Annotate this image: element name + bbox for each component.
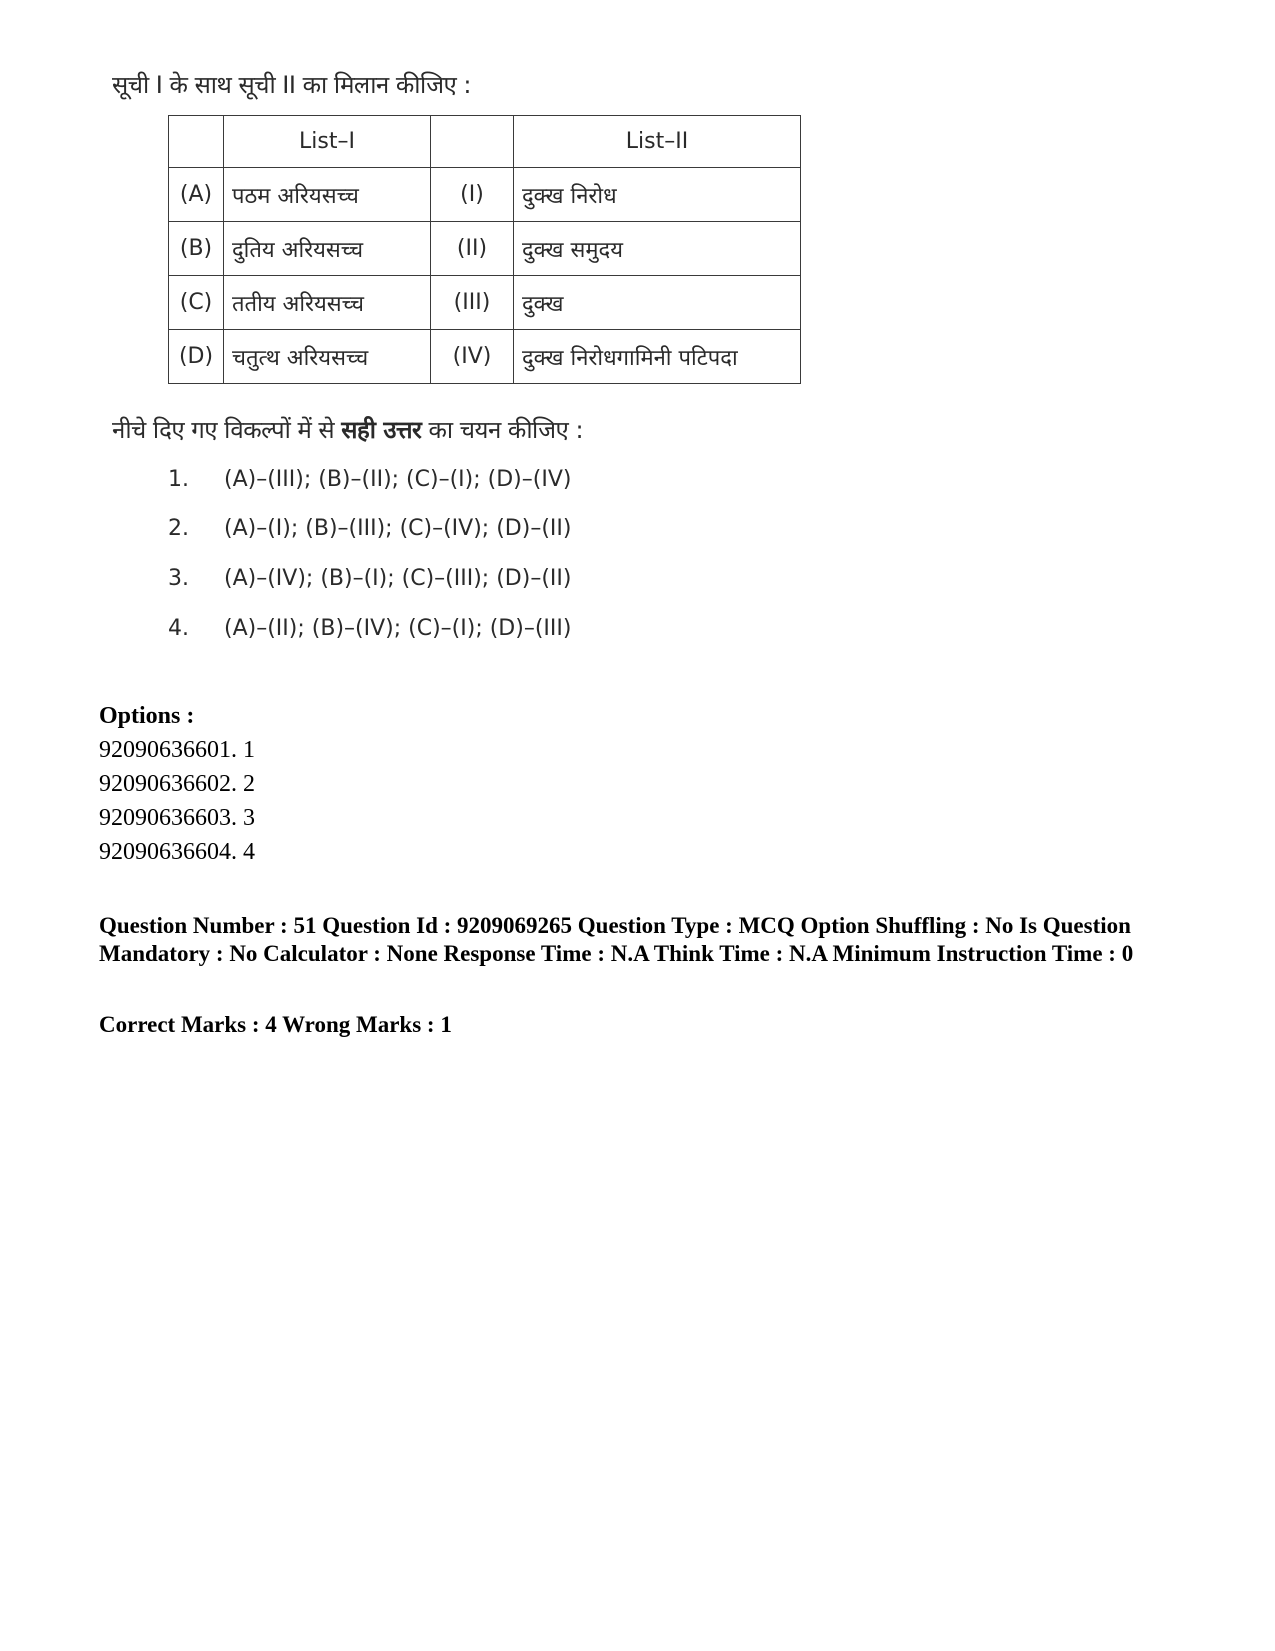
choice-number: 3. (168, 566, 189, 591)
question-prompt: सूची I के साथ सूची II का मिलान कीजिए : (112, 71, 472, 99)
choice-text: (A)–(II); (B)–(IV); (C)–(I); (D)–(III) (224, 616, 572, 641)
question-marks: Correct Marks : 4 Wrong Marks : 1 (99, 1012, 452, 1037)
select-instruction (112, 413, 583, 446)
right-text: दुक्ख निरोध (514, 168, 801, 222)
choice-number: 2. (168, 516, 189, 541)
right-text: दुक्ख निरोधगामिनी पटिपदा (514, 330, 801, 384)
choice-3 (168, 566, 571, 591)
right-key: (III) (431, 276, 514, 330)
choice-text: (A)–(IV); (B)–(I); (C)–(III); (D)–(II) (224, 566, 572, 591)
right-text: दुक्ख (514, 276, 801, 330)
choice-2 (168, 516, 571, 541)
choice-4 (168, 616, 571, 641)
left-text: चतुत्थ अरियसच्च (224, 330, 431, 384)
select-text-bold: सही उत्तर (341, 416, 422, 444)
table-header-list-2: List–II (514, 116, 801, 168)
choice-text: (A)–(I); (B)–(III); (C)–(IV); (D)–(II) (224, 516, 572, 541)
choice-number: 4. (168, 616, 189, 641)
options-heading: Options : (99, 703, 195, 729)
option-item: 92090636603. 3 (99, 805, 255, 831)
table-row (169, 276, 801, 330)
right-key: (I) (431, 168, 514, 222)
left-text: दुतिय अरियसच्च (224, 222, 431, 276)
choice-number: 1. (168, 467, 189, 492)
table-header-list-1: List–I (224, 116, 431, 168)
table-header-row (169, 116, 801, 168)
right-text: दुक्ख समुदय (514, 222, 801, 276)
choice-1 (168, 467, 571, 492)
table-header-cell (169, 116, 224, 168)
select-text-after: का चयन कीजिए : (421, 416, 584, 444)
left-text: पठम अरियसच्च (224, 168, 431, 222)
select-text-before: नीचे दिए गए विकल्पों में से (112, 416, 342, 444)
left-text: ततीय अरियसच्च (224, 276, 431, 330)
match-table (168, 115, 801, 384)
table-header-cell (431, 116, 514, 168)
right-key: (II) (431, 222, 514, 276)
table-row (169, 222, 801, 276)
table-row (169, 330, 801, 384)
option-item: 92090636601. 1 (99, 737, 255, 763)
question-metadata: Question Number : 51 Question Id : 9209069265 Question Type : MCQ Option Shuffling : No Is Question Mandatory : No Calculator : None Response Time : N.A Think Time : N.A Minimum Instruction Time : 0 (99, 913, 1134, 966)
choice-text: (A)–(III); (B)–(II); (C)–(I); (D)–(IV) (224, 467, 572, 492)
option-item: 92090636604. 4 (99, 839, 255, 865)
left-key: (A) (169, 168, 224, 222)
left-key: (B) (169, 222, 224, 276)
table-row (169, 168, 801, 222)
right-key: (IV) (431, 330, 514, 384)
left-key: (C) (169, 276, 224, 330)
left-key: (D) (169, 330, 224, 384)
option-item: 92090636602. 2 (99, 771, 255, 797)
